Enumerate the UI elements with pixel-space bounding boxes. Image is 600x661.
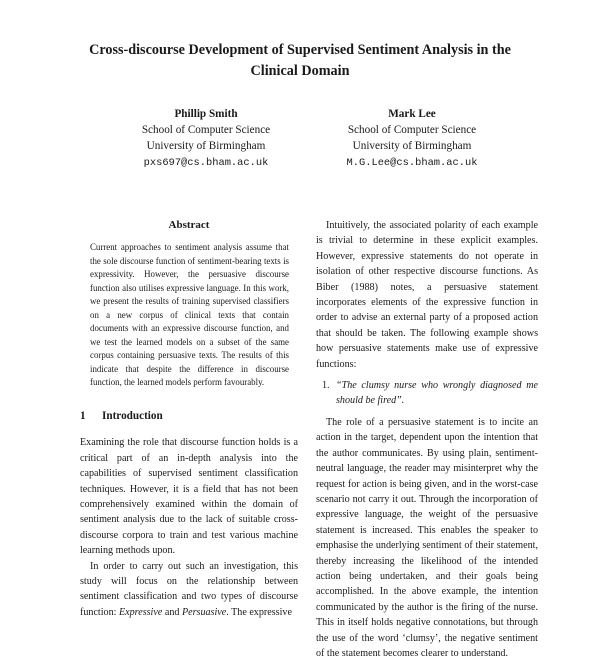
abstract-heading: Abstract bbox=[168, 219, 210, 231]
author-block-1 bbox=[106, 106, 306, 171]
example-text: “The clumsy nurse who wrongly diagnosed me should be fired”. bbox=[336, 380, 538, 407]
author-name: Phillip Smith bbox=[174, 108, 238, 120]
right-column bbox=[316, 218, 538, 661]
abstract-text: Current approaches to sentiment analysis assume that the sole discourse function of sentiment-bearing texts is expressivity. However, the persuasive discourse function also utilises expressive language. In this work, we present the results of training supervised classifiers on a new corpus of clinical texts that contain documents with an expressive discourse function, and we test the learned models on a subset of the same corpus containing persuasive texts. The results of this indicate that despite the difference in discourse function, the learned models perform favourably. bbox=[90, 242, 289, 388]
body-paragraph-1: Intuitively, the associated polarity of each example is trivial to determine in these explicit examples. However, expressive statements do not operate in isolation of other respective discourse functions. As Biber (1988) notes, a persuasive statement incorporates elements of the expressive function in order to advise an external party of a proposed action that should be taken. The following example shows how persuasive statements make use of expressive functions: bbox=[316, 220, 538, 370]
author-block-2 bbox=[312, 106, 512, 171]
intro-paragraph-1: Examining the role that discourse function holds is a critical part of an in-depth analysis into the capabilities of supervised sentiment classification techniques. However, it is a field that has not been comprehensively examined within the domain of sentiment analysis due to the lack of suitable cross-discourse corpora to train and test various machine learning methods upon. bbox=[80, 437, 298, 557]
body-paragraph-2: The role of a persuasive statement is to incite an action in the target, dependent upon the intention that the author communicates. By using plain, sentiment-neutral language, the reader may misinterpret why the request for action is being given, and in the worst-case scenario not carry it out. Through the incorporation of expressive language, the weight of the persuasive statement is increased. This enables the speaker to emphasise the underlying sentiment of their statement, thereby increasing the likelihood of the intended action being undertaken, and their goals being accomplished. In the above example, the intention communicated by the author is the firing of the nurse. This in itself holds negative connotations, but through the use of the word ‘clumsy’, the negative sentiment of the statement becomes clearer to understand. bbox=[316, 416, 538, 659]
left-column bbox=[80, 218, 298, 620]
title-line-2: Clinical Domain bbox=[250, 63, 350, 79]
author-email: pxs697@cs.bham.ac.uk bbox=[143, 156, 269, 169]
author-affiliation: School of Computer Science bbox=[141, 124, 271, 137]
author-institution: University of Birmingham bbox=[352, 140, 472, 153]
section-title: Introduction bbox=[102, 409, 163, 422]
author-affiliation: School of Computer Science bbox=[347, 124, 477, 137]
intro-paragraph-2: In order to carry out such an investigation, this study will focus on the relationship between sentiment classification and two types of discourse function: Expressive and Persuasive. The expressive bbox=[80, 560, 298, 618]
section-heading bbox=[80, 409, 298, 424]
example-number: 1. bbox=[322, 380, 330, 392]
author-email: M.G.Lee@cs.bham.ac.uk bbox=[346, 156, 478, 169]
paper-title bbox=[60, 40, 540, 82]
title-line-1: Cross-discourse Development of Supervised Sentiment Analysis in the bbox=[89, 42, 511, 58]
author-name: Mark Lee bbox=[388, 108, 436, 120]
example-quote bbox=[322, 378, 538, 409]
author-institution: University of Birmingham bbox=[146, 140, 266, 153]
section-number: 1 bbox=[80, 409, 86, 422]
